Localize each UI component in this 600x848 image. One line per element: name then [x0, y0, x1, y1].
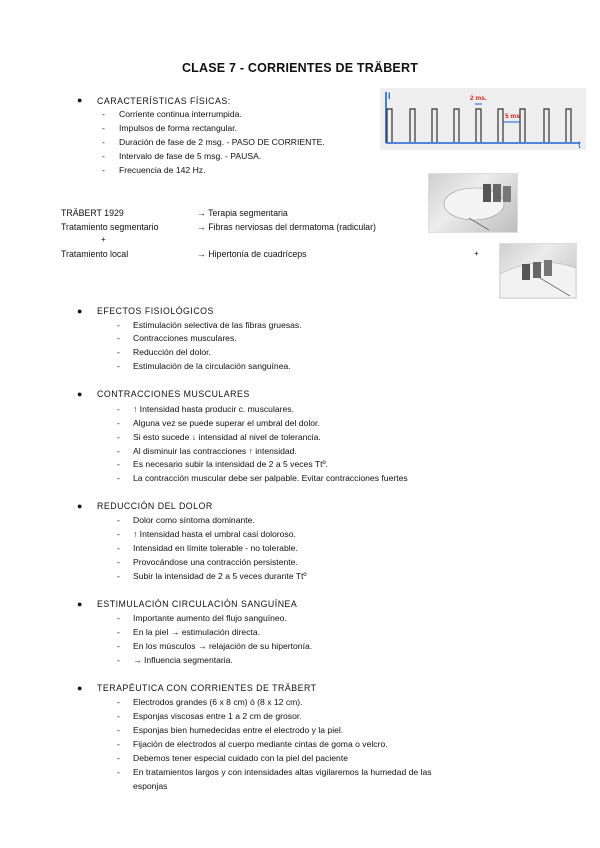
dash-icon: - — [117, 404, 120, 414]
list-item: → Influencia segmentaria. — [133, 655, 233, 665]
dash-icon: - — [117, 515, 120, 525]
list-item: Corriente continua interrumpida. — [119, 109, 242, 119]
dash-icon: - — [117, 753, 120, 763]
y-axis-label: I — [388, 91, 391, 101]
list-item: Debemos tener especial cuidado con la piel del paciente — [133, 753, 348, 763]
dash-icon: - — [117, 725, 120, 735]
section-title-circulacion: ESTIMULACIÓN CIRCULACIÓN SANGUÍNEA — [97, 599, 298, 609]
dash-icon: - — [102, 151, 105, 161]
electrode-photo-leg — [499, 243, 577, 299]
dash-icon: - — [102, 165, 105, 175]
list-item: Dolor como síntoma dominante. — [133, 515, 255, 525]
plus-sign: + — [474, 249, 479, 258]
list-item: Subir la intensidad de 2 a 5 veces durante Ttº — [133, 571, 307, 581]
list-item: La contracción muscular debe ser palpable. Evitar contracciones fuertes — [133, 473, 408, 483]
list-item: Fijación de electrodos al cuerpo mediante cintas de goma o velcro. — [133, 739, 388, 749]
treatment-label: Tratamiento segmentario — [61, 222, 159, 232]
dash-icon: - — [117, 711, 120, 721]
treatment-value: → Terapia segmentaria — [197, 208, 288, 218]
list-item: Estimulación selectiva de las fibras gruesas. — [133, 320, 302, 330]
page-title: CLASE 7 - CORRIENTES DE TRÄBERT — [181, 61, 419, 75]
list-item: En tratamientos largos y con intensidades altas vigilaremos la humedad de las — [133, 767, 432, 777]
dash-icon: - — [102, 109, 105, 119]
treatment-label: TRÄBERT 1929 — [61, 208, 124, 218]
dash-icon: - — [117, 418, 120, 428]
dash-icon: - — [117, 571, 120, 581]
dash-icon: - — [117, 739, 120, 749]
plus-sign: + — [101, 235, 106, 244]
section-title-dolor: REDUCCIÓN DEL DOLOR — [97, 501, 213, 511]
list-item: Duración de fase de 2 msg. - PASO DE CORRIENTE. — [119, 137, 325, 147]
dash-icon: - — [117, 655, 120, 665]
dash-icon: - — [117, 473, 120, 483]
list-item: Esponjas bien humedecidas entre el electrodo y la piel. — [133, 725, 344, 735]
list-item: Importante aumento del flujo sanguíneo. — [133, 613, 287, 623]
treatment-label: Tratamiento local — [61, 249, 129, 259]
list-item: Provocándose una contracción persistente. — [133, 557, 298, 567]
list-item: Electrodos grandes (6 x 8 cm) ó (8 x 12 cm). — [133, 697, 303, 707]
list-item: Alguna vez se puede superar el umbral del dolor. — [133, 418, 320, 428]
list-item: Frecuencia de 142 Hz. — [119, 165, 206, 175]
list-item: En la piel → estimulación directa. — [133, 627, 261, 637]
dash-icon: - — [117, 320, 120, 330]
list-item-continuation: esponjas — [133, 781, 168, 791]
section-title-terapeutica: TERAPÉUTICA CON CORRIENTES DE TRÄBERT — [97, 683, 317, 693]
section-title-caracteristicas: CARACTERÍSTICAS FÍSICAS: — [97, 96, 231, 106]
list-item: Estimulación de la circulación sanguínea. — [133, 361, 291, 371]
bullet-icon: ● — [77, 389, 83, 399]
pulse-duration-label: 2 ms. — [470, 95, 487, 102]
list-item: Contracciones musculares. — [133, 333, 237, 343]
electrode-photo-thigh — [428, 173, 518, 233]
bullet-icon: ● — [77, 306, 83, 316]
treatment-value: → Hipertonía de cuadríceps — [197, 249, 307, 259]
bullet-icon: ● — [77, 501, 83, 511]
list-item: Intensidad en límite tolerable - no tolerable. — [133, 543, 298, 553]
dash-icon: - — [117, 641, 120, 651]
dash-icon: - — [117, 697, 120, 707]
dash-icon: - — [117, 446, 120, 456]
dash-icon: - — [117, 347, 120, 357]
section-title-contracciones: CONTRACCIONES MUSCULARES — [97, 389, 250, 399]
pulse-waveform-diagram — [380, 88, 586, 150]
list-item: ↑ Intensidad hasta producir c. musculares. — [133, 404, 294, 414]
dash-icon: - — [117, 627, 120, 637]
list-item: ↑ Intensidad hasta el umbral casi doloroso. — [133, 529, 296, 539]
dash-icon: - — [117, 557, 120, 567]
list-item: Esponjas viscosas entre 1 a 2 cm de grosor. — [133, 711, 302, 721]
dash-icon: - — [117, 333, 120, 343]
dash-icon: - — [117, 432, 120, 442]
bullet-icon: ● — [77, 683, 83, 693]
dash-icon: - — [117, 361, 120, 371]
dash-icon: - — [117, 529, 120, 539]
dash-icon: - — [102, 137, 105, 147]
dash-icon: - — [117, 767, 120, 777]
dash-icon: - — [117, 543, 120, 553]
list-item: Al disminuir las contracciones ↑ intensidad. — [133, 446, 297, 456]
dash-icon: - — [117, 459, 120, 469]
pause-duration-label: 5 ms — [505, 113, 520, 120]
bullet-icon: ● — [77, 95, 83, 105]
list-item: Impulsos de forma rectangular. — [119, 123, 237, 133]
list-item: Si esto sucede ↓ intensidad al nivel de tolerancia. — [133, 432, 321, 442]
list-item: Reducción del dolor. — [133, 347, 211, 357]
bullet-icon: ● — [77, 599, 83, 609]
list-item: Intervalo de fase de 5 msg. - PAUSA. — [119, 151, 262, 161]
x-axis-label: t — [578, 140, 581, 150]
list-item: En los músculos → relajación de su hipertonía. — [133, 641, 313, 651]
list-item: Es necesario subir la intensidad de 2 a 5 veces Ttº. — [133, 459, 329, 469]
dash-icon: - — [102, 123, 105, 133]
treatment-value: → Fibras nerviosas del dermatoma (radicular) — [197, 222, 376, 232]
section-title-efectos: EFECTOS FISIOLÓGICOS — [97, 306, 214, 316]
dash-icon: - — [117, 613, 120, 623]
